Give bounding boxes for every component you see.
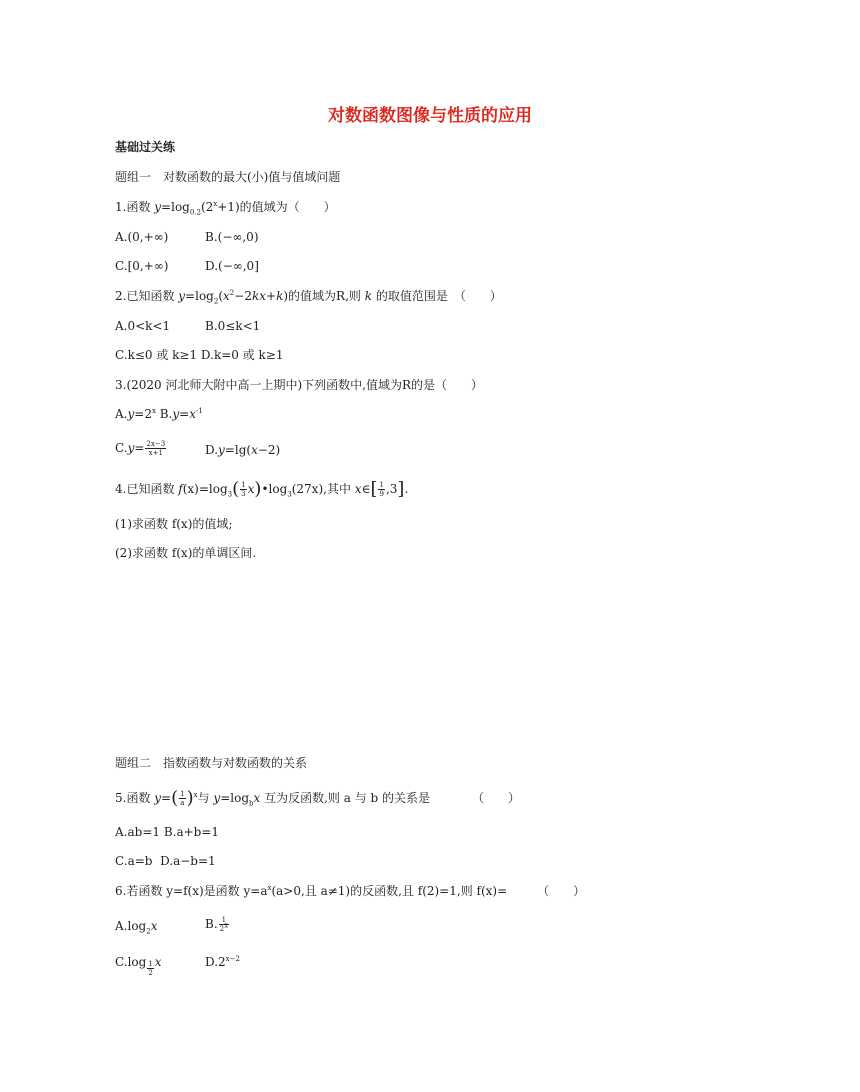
q3-a-y: y (127, 407, 135, 421)
q6-b-fraction (219, 916, 229, 933)
q5-base: b (249, 799, 254, 808)
q1-exp: x (213, 200, 218, 208)
q4-mid: ,其中 (323, 482, 355, 496)
q6-a-base: 2 (146, 927, 151, 936)
q5-fraction (179, 790, 185, 807)
q4-base1: 3 (227, 490, 233, 499)
q1-mid: (2 (201, 200, 214, 214)
q2-kx: kx (251, 289, 267, 303)
q2-log-base: 2 (213, 297, 219, 306)
q4-period: . (404, 482, 409, 496)
q2-var-y: y (178, 289, 186, 303)
q6-c-x: x (154, 955, 162, 969)
q6-text2: (a>0,且 a≠1)的反函数,且 f(2)=1,则 f(x)= （ ） (271, 884, 586, 898)
question-6 (115, 883, 585, 899)
q3-option-c (115, 440, 167, 457)
question-4 (115, 478, 409, 500)
q6-option-c (115, 954, 162, 977)
q2-k-var: k (364, 289, 372, 303)
q6-b-denominator (219, 921, 229, 933)
q3-b-exp: -1 (196, 407, 203, 415)
q3-d-post: −2) (257, 443, 281, 457)
q2-option-b: B.0≤k<1 (205, 319, 261, 333)
q2-text: 2.已知函数 (115, 289, 179, 303)
q3-c-fraction (145, 440, 166, 457)
q4-denominator: 3 (241, 490, 246, 498)
q3-d-x: x (251, 443, 258, 457)
q4-arg: (27x) (291, 482, 324, 496)
q4-numerator: 1 (241, 481, 246, 489)
q5-y: y (154, 791, 162, 805)
q3-b-x: x (189, 407, 196, 421)
q1-option-d: D.(−∞,0] (205, 259, 259, 273)
q6-d-base: D.2 (205, 955, 226, 969)
q1-log-base: 0.2 (189, 208, 201, 217)
q5-option-cd: C.a=b D.a−b=1 (115, 854, 216, 868)
q4-f: f (178, 482, 183, 496)
q5-post: 互为反函数,则 a 与 b 的关系是 （ ） (260, 791, 521, 805)
q3-a-exp: x (151, 407, 156, 415)
question-3: 3.(2020 河北师大附中高一上期中)下列函数中,值域为R的是（ ） (115, 378, 484, 392)
q2-k: k (276, 289, 284, 303)
q4-left-paren: ( (232, 478, 240, 500)
q4-interval-fraction (378, 481, 384, 498)
q2-option-a: A.0<k<1 (115, 319, 171, 333)
q6-c-log: C.log (115, 955, 147, 969)
question-2 (115, 288, 502, 304)
q1-eq: =log (161, 200, 190, 214)
q5-option-ab: A.ab=1 B.a+b=1 (115, 825, 220, 839)
q5-left-paren: ( (171, 787, 179, 809)
q3-a-label: A. (115, 407, 128, 421)
question-5 (115, 787, 521, 809)
q4-interval-numerator: 1 (379, 481, 384, 489)
q4-left-bracket: [ (370, 478, 378, 500)
q3-b-label: B. (155, 407, 173, 421)
q4-interval-end: ,3 (385, 482, 398, 496)
q5-mid: 与 (197, 791, 214, 805)
q5-x: x (253, 791, 261, 805)
q6-exp: x (267, 884, 272, 892)
q2-post: )的值域为R,则 (283, 289, 365, 303)
q1-text: 1.函数 (115, 200, 155, 214)
q5-exp: x (193, 791, 198, 799)
q2-square: 2 (229, 289, 235, 297)
q5-text: 5.函数 (115, 791, 155, 805)
q4-right-bracket: ] (397, 478, 405, 500)
q3-c-y: y (127, 441, 135, 455)
q4-right-paren: ) (254, 478, 262, 500)
q4-part-1: (1)求函数 f(x)的值域; (115, 517, 233, 531)
q3-b-eq: = (179, 407, 190, 421)
q5-denominator: a (180, 799, 185, 807)
q2-option-cd: C.k≤0 或 k≥1 D.k=0 或 k≥1 (115, 348, 284, 362)
q4-in: ∈ (361, 482, 371, 496)
question-1 (115, 199, 336, 215)
q6-b-numerator: 1 (219, 916, 229, 925)
group-heading-1: 题组一 对数函数的最大(小)值与值域问题 (115, 170, 341, 184)
q6-a-log: A.log (115, 919, 147, 933)
q4-dot-log: •log (261, 482, 288, 496)
q6-a-x: x (150, 919, 158, 933)
q5-eq: = (161, 791, 172, 805)
q1-post: +1)的值域为（ ） (217, 200, 336, 214)
q3-c-numerator: 2x−3 (146, 440, 166, 448)
q6-text: 6.若函数 y=f(x)是函数 y=a (115, 884, 268, 898)
q6-b-den-base: 2 (219, 925, 225, 933)
q6-option-b (205, 916, 230, 933)
q4-text: 4.已知函数 (115, 482, 179, 496)
q4-interval-denominator: 9 (379, 490, 384, 498)
page-title: 对数函数图像与性质的应用 (328, 106, 532, 126)
q6-option-d (205, 954, 240, 970)
section-heading: 基础过关练 (115, 140, 176, 154)
q1-var-y: y (154, 200, 162, 214)
q5-right-paren: ) (186, 787, 194, 809)
q2-var-x: x (223, 289, 230, 303)
q2-paren: ( (218, 289, 224, 303)
q5-numerator: 1 (180, 790, 185, 798)
q3-option-d (205, 442, 280, 458)
q4-part-2: (2)求函数 f(x)的单调区间. (115, 546, 257, 560)
q6-d-exp: x−2 (225, 955, 240, 963)
q5-y2: y (213, 791, 221, 805)
q4-x1: x (247, 482, 255, 496)
q6-c-denominator: 2 (148, 969, 153, 977)
q4-fx: (x)=log (182, 482, 228, 496)
q6-c-base-fraction (147, 960, 153, 977)
q3-a-eq: =2 (134, 407, 152, 421)
q3-c-denominator: x+1 (148, 449, 163, 457)
q6-option-a (115, 918, 157, 934)
q3-option-ab (115, 406, 203, 422)
q4-base2: 3 (287, 490, 292, 499)
q4-fraction (240, 481, 246, 498)
q6-b-den-exp: x (224, 921, 229, 930)
q1-option-b: B.(−∞,0) (205, 230, 259, 244)
q3-b-y: y (172, 407, 180, 421)
q2-minus: −2 (234, 289, 252, 303)
q4-x2: x (354, 482, 362, 496)
q2-post2: 的取值范围是 （ ） (372, 289, 502, 303)
q6-c-numerator: 1 (148, 960, 153, 968)
q3-d-label: D. (205, 443, 219, 457)
q3-c-eq: = (134, 441, 145, 455)
q2-plus: + (266, 289, 277, 303)
q3-d-y: y (218, 443, 225, 457)
q1-option-c: C.[0,+∞) (115, 259, 169, 273)
q3-d-eq: =lg( (224, 443, 252, 457)
q2-eq: =log (185, 289, 214, 303)
q1-option-a: A.(0,+∞) (115, 230, 169, 244)
q5-log: =log (220, 791, 250, 805)
q3-c-label: C. (115, 441, 128, 455)
q6-b-label: B. (205, 917, 218, 931)
group-heading-2: 题组二 指数函数与对数函数的关系 (115, 756, 308, 770)
